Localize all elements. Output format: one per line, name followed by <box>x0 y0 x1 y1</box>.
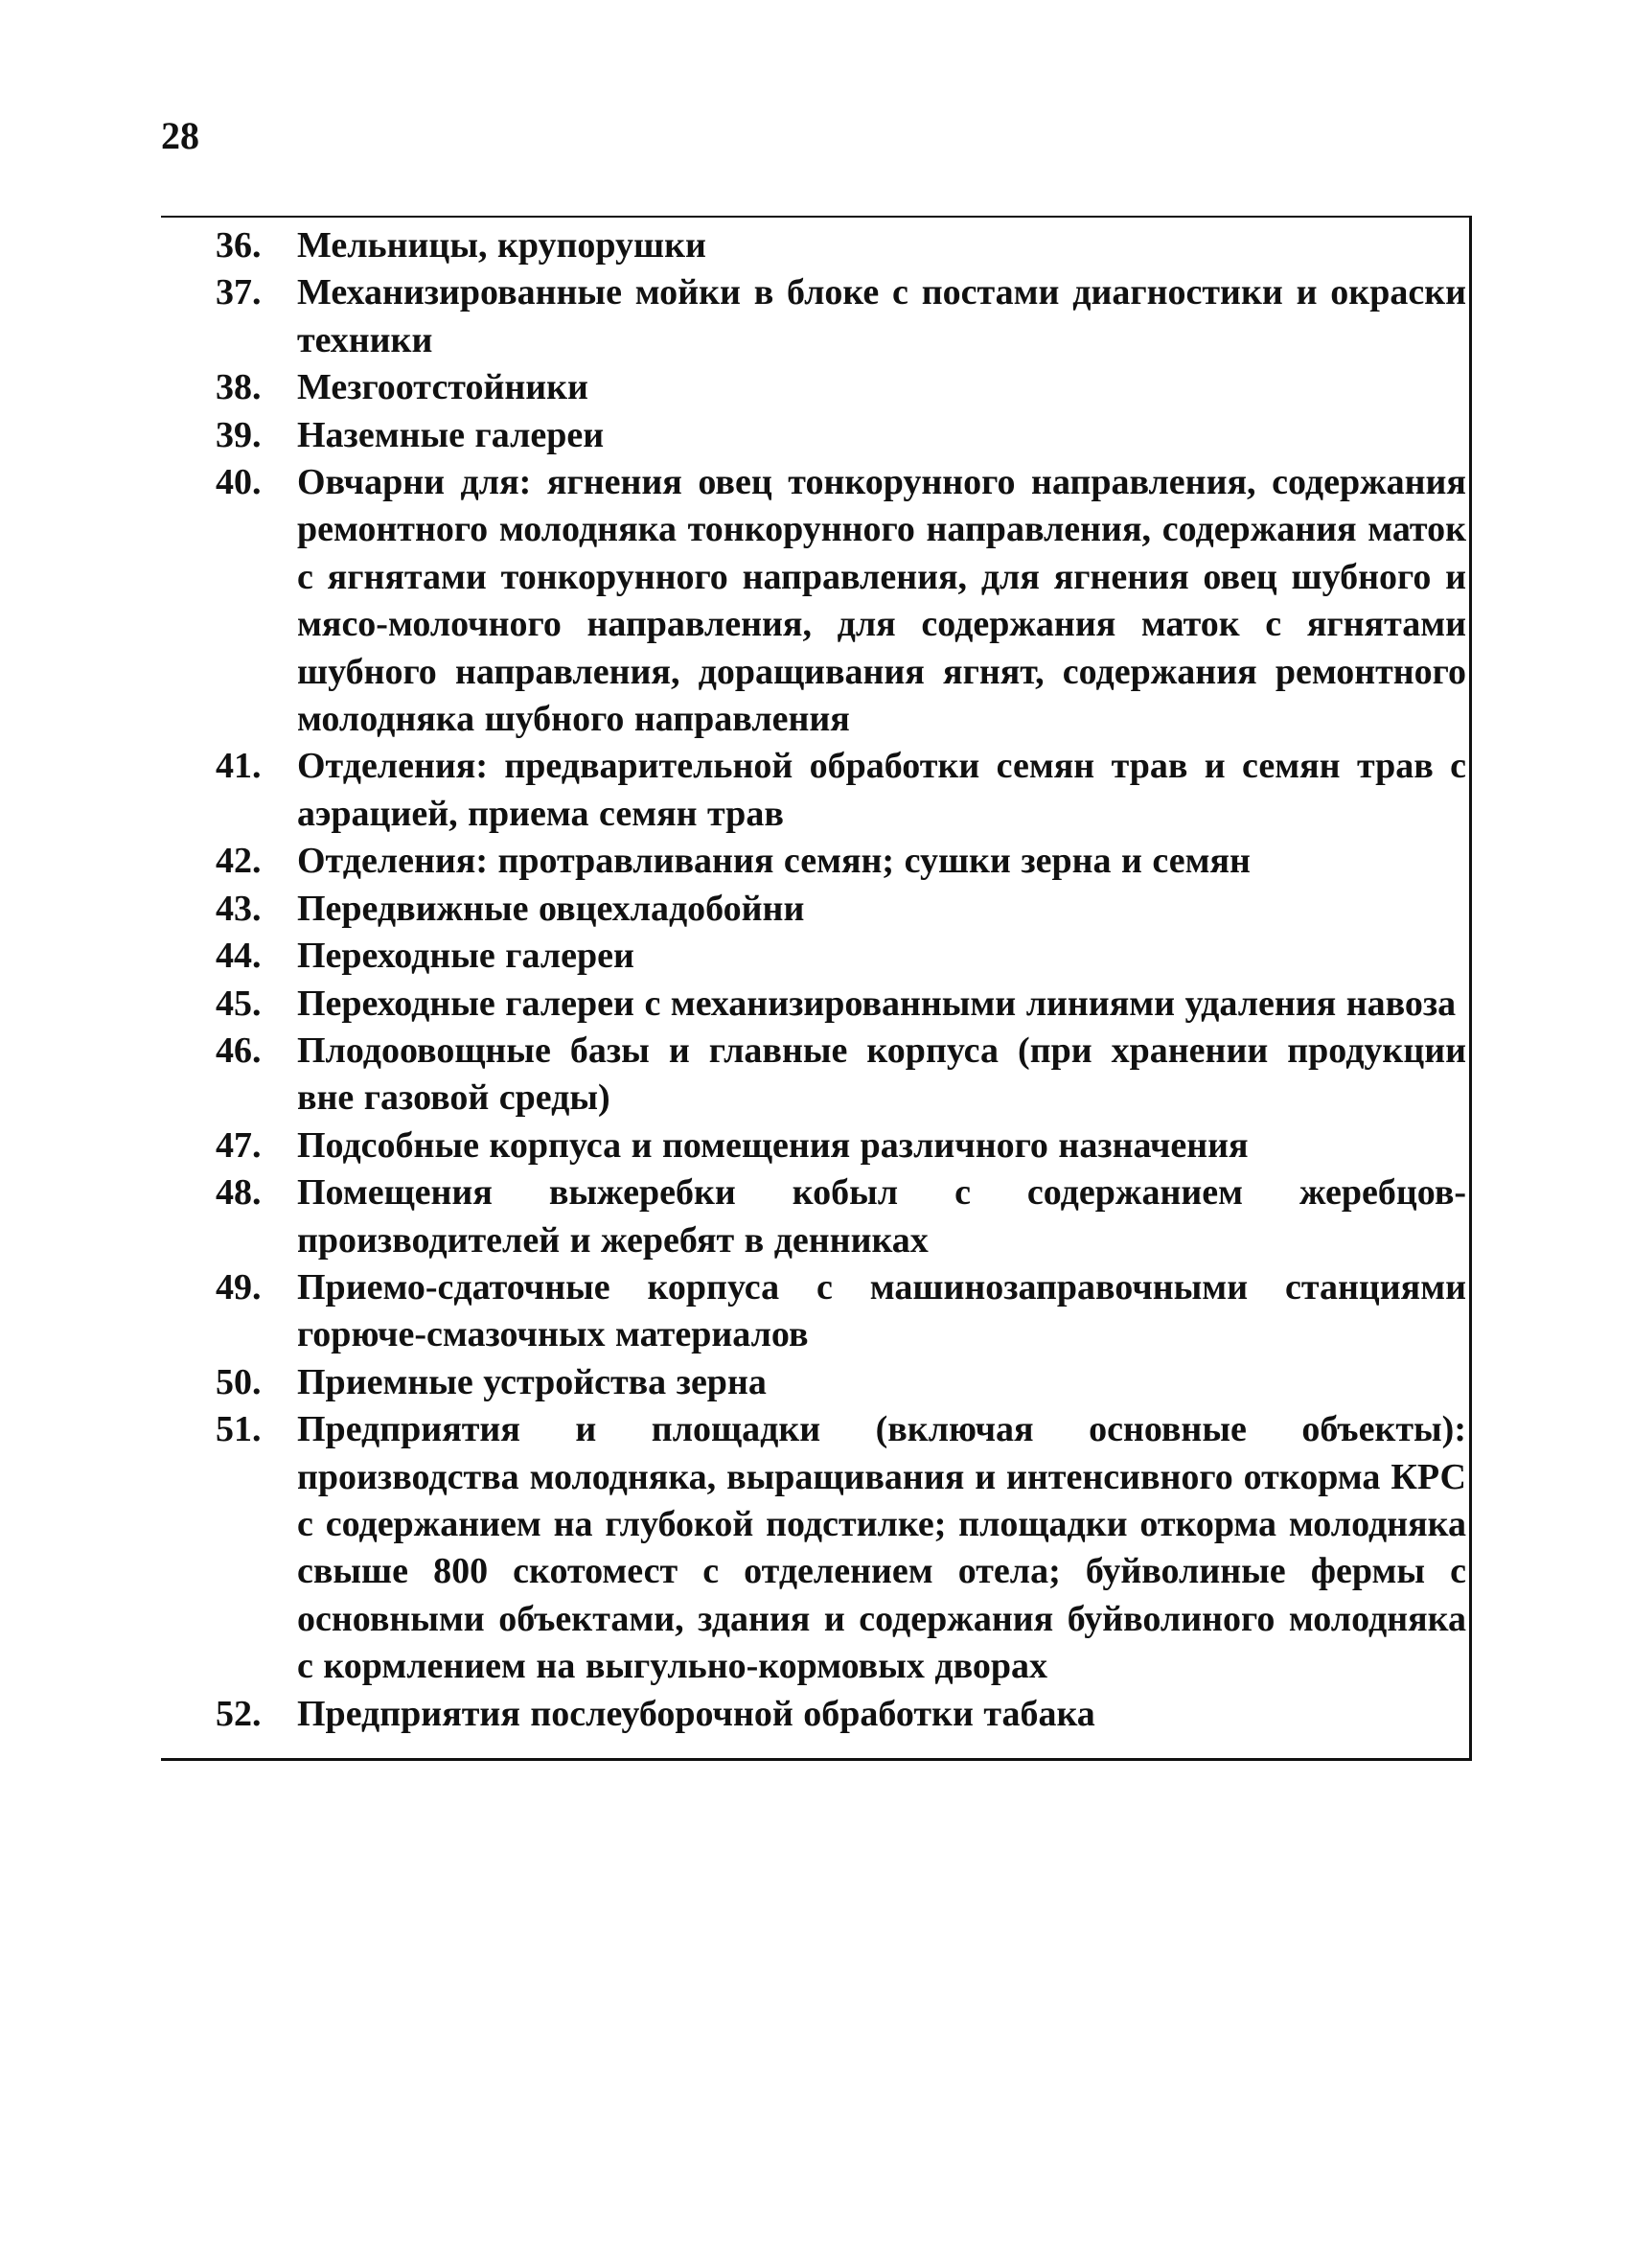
list-item <box>216 933 1466 980</box>
item-text: Мельницы, крупорушки <box>297 225 706 266</box>
item-number: 37. <box>216 272 262 313</box>
list-item <box>216 459 1466 743</box>
item-number: 41. <box>216 746 262 787</box>
item-text: Отделения: предварительной обработки семян трав и семян трав с аэрацией, приема семян трав <box>297 746 1466 834</box>
item-number: 40. <box>216 462 262 503</box>
item-number: 49. <box>216 1266 262 1308</box>
list-item <box>216 743 1466 838</box>
list-item <box>216 1122 1466 1169</box>
list-item <box>216 1406 1466 1690</box>
list-item <box>216 1169 1466 1264</box>
item-text: Помещения выжеребки кобыл с содержанием жеребцов-производителей и жеребят в денниках <box>297 1172 1466 1261</box>
item-text: Приемо-сдаточные корпуса с машинозаправочными станциями горюче-смазочных материалов <box>297 1266 1466 1355</box>
item-number: 52. <box>216 1693 262 1734</box>
item-number: 39. <box>216 414 262 455</box>
list-item <box>216 838 1466 885</box>
list-item <box>216 364 1466 411</box>
item-text: Предприятия и площадки (включая основные объекты): производства молодняка, выращивания и интенсивного откорма КРС с содержанием на глубокой подстилке; площадки откорма молодняка свыше 800 скотомест с отделением отела; буйволиные фермы с основными объектами, здания и содержания буйволиного молодняка с кормлением на выгульно-кормовых дворах <box>297 1409 1466 1687</box>
item-text: Наземные галереи <box>297 414 605 455</box>
list-item <box>216 222 1466 269</box>
item-number: 51. <box>216 1409 262 1450</box>
item-number: 38. <box>216 367 262 408</box>
list-item <box>216 1691 1466 1738</box>
item-text: Предприятия послеуборочной обработки табака <box>297 1693 1095 1734</box>
object-list <box>216 222 1466 1738</box>
item-text: Овчарни для: ягнения овец тонкорунного направления, содержания ремонтного молодняка тонкорунного направления, содержания маток с ягнятами тонкорунного направления, для ягнения овец шубного и мясо-молочного направления, для содержания маток с ягнятами шубного направления, доращивания ягнят, содержания ремонтного молодняка шубного направления <box>297 462 1466 740</box>
item-text: Переходные галереи с механизированными линиями удаления навоза <box>297 983 1457 1024</box>
item-text: Передвижные овцехладобойни <box>297 888 805 929</box>
item-number: 42. <box>216 841 262 882</box>
list-item <box>216 1028 1466 1122</box>
item-number: 44. <box>216 936 262 977</box>
list-item <box>216 1359 1466 1406</box>
item-text: Подсобные корпуса и помещения различного назначения <box>297 1124 1249 1166</box>
item-number: 45. <box>216 983 262 1024</box>
item-text: Переходные галереи <box>297 936 634 977</box>
item-number: 47. <box>216 1124 262 1166</box>
page-number: 28 <box>161 114 199 157</box>
item-number: 46. <box>216 1030 262 1071</box>
list-item <box>216 981 1466 1028</box>
item-number: 50. <box>216 1361 262 1402</box>
item-text: Приемные устройства зерна <box>297 1361 767 1402</box>
list-item <box>216 1264 1466 1359</box>
item-text: Механизированные мойки в блоке с постами диагностики и окраски техники <box>297 272 1466 360</box>
list-item <box>216 886 1466 933</box>
item-text: Мезгоотстойники <box>297 367 588 408</box>
item-text: Отделения: протравливания семян; сушки зерна и семян <box>297 841 1251 882</box>
item-number: 43. <box>216 888 262 929</box>
list-item <box>216 412 1466 459</box>
item-number: 48. <box>216 1172 262 1214</box>
list-item <box>216 269 1466 364</box>
item-text: Плодоовощные базы и главные корпуса (при хранении продукции вне газовой среды) <box>297 1030 1466 1119</box>
item-number: 36. <box>216 225 262 266</box>
